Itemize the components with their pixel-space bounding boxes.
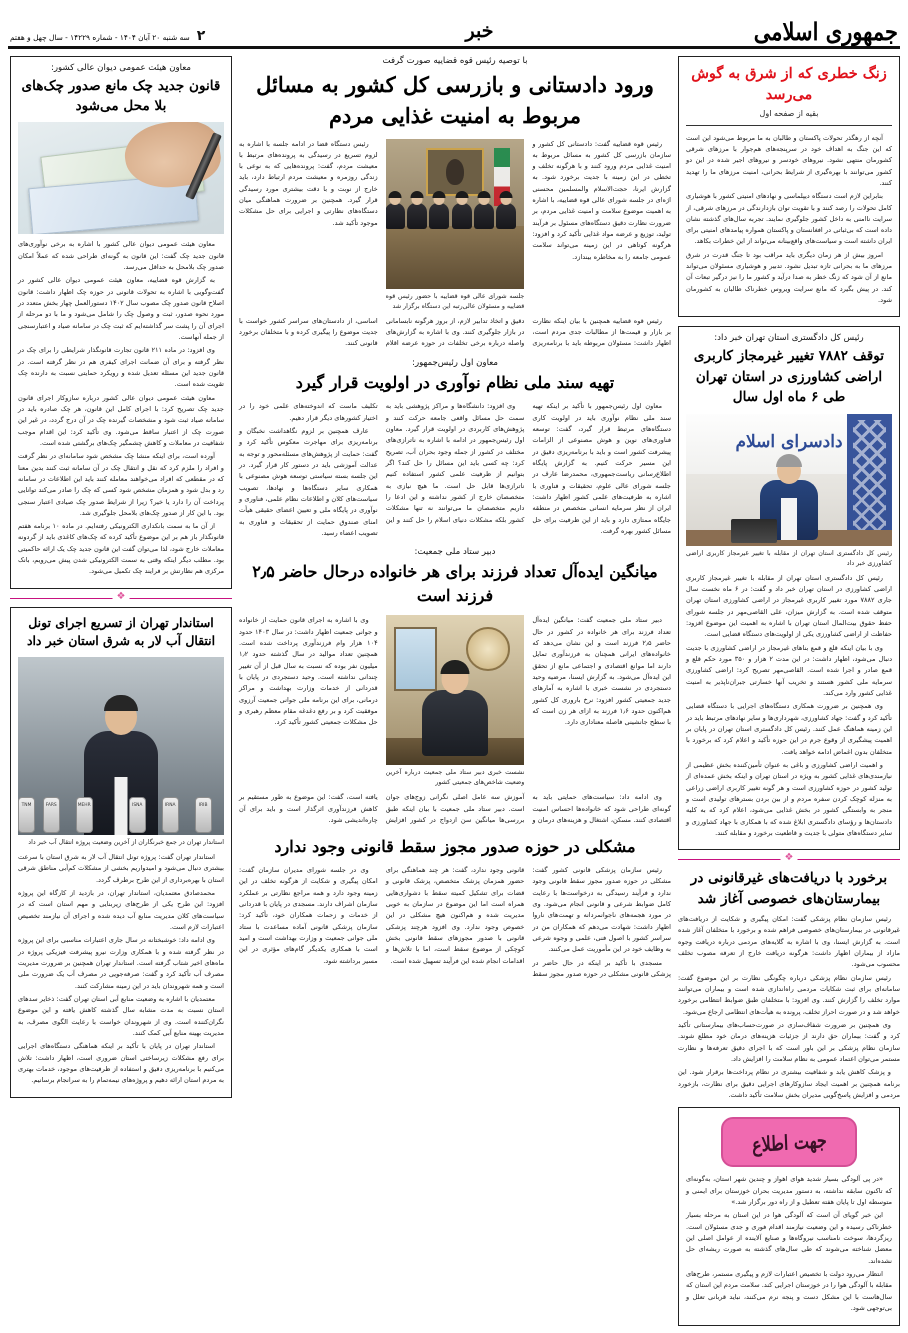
story-land-use-caption: رئیس کل دادگستری استان تهران از مقابله با تغییر غیرمجاز کاربری اراضی کشاورزی خبر داد — [686, 549, 892, 567]
story-lead-col3 — [239, 139, 378, 232]
paragraph: بنابراین لازم است دستگاه دیپلماسی و نهادهای امنیتی کشور با هوشیاری کامل تحولات را رصد کنند و با تقویت توان بازدارندگی در مرزهای شرقی، از سرایت ناامنی به داخل کشور جلوگیری نمایند. تجربه سال‌های گذشته نشان داده است که بی‌ثباتی در افغانستان و پاکستان همواره پیامدهای امنیتی برای ایران داشته است و سیاست‌های واقع‌بینانه می‌تواند از این خطرات بکاهد. — [686, 192, 892, 246]
paragraph: مسجدی با تأکید بر اینکه در حال حاضر در پزشکی قانونی مشکلی در حوزه صدور مجوز سقط قانونی وجود ندارد، گفت: هر چند هماهنگی برای حضور همزمان پزشک متخصص، پزشک قانونی و قضات برای تشکیل کمیته سقط با دشواری‌هایی همراه است اما این موضوع در سازمان به خوبی مدیریت شده و هم‌اکنون هیچ مشکلی در این خصوص وجود ندارد. وی افزود هرچند پزشکی قانونی با صدور مجوزهای سقط قانونی بخش کوچکی از موضوع سقط است، اما با تلاش‌ها و اقدامات انجام شده این فرآیند تسهیل شده است. — [385, 866, 671, 978]
paragraph: محمدصادق معتمدیان، استاندار تهران، در بازدید از کارگاه این پروژه افزود: این طرح یکی از طرح‌های زیربنایی و مهم استان است که در سیاست‌های کلان مدیریت منابع آب دیده شده و اجرای آن نیازمند تخصیص اعتبارات لازم است. — [18, 889, 224, 932]
paragraph: به گزارش قوه قضاییه، معاون هیئت عمومی دیوان عالی کشور در گفت‌وگویی با اشاره به تحولات قانونی در حوزه چک اظهار داشت: قانون اصلاح قانون صدور چک مصوب سال ۱۴۰۲ دستورالعمل چهار بخش متعدد در مورد نحوه صدور، ثبت و وصول چک را شامل می‌شود و ما با دو مرحله از اجرای آن را پشت سر گذاشته‌ایم که ثبت چک در سامانه صیاد و اعتبارسنجی از جمله آنهاست. — [18, 276, 224, 341]
story-cheque — [10, 56, 232, 589]
paragraph: رئیس کل دادگستری استان تهران از مقابله با تغییر غیرمجاز کاربری اراضی کشاورزی در استان تهران خبر داد و گفت: در ۶ ماه نخست سال جاری ۷۸۸۲ مورد تغییر کاربری غیرمجاز در اراضی کشاورزی استان تهران متوقف شده است. به گزارش میزان، علی القاصی‌مهر در جلسه شورای حفظ حقوق بیت‌المال استان تهران با اشاره به اهمیت این موضوع افزود: حفاظت از اراضی کشاورزی یکی از اولویت‌های دستگاه قضایی است. — [686, 573, 892, 639]
paragraph: انتظار می‌رود دولت با تخصیص اعتبارات لازم و پیگیری مستمر، طرح‌های مقابله با آلودگی هوا را در خوزستان اجرایی کند. سلامت مردم این استان که سال‌هاست با این مشکل دست و پنجه نرم می‌کنند، نباید قربانی تعلل و بی‌توجهی شود. — [686, 1269, 892, 1312]
photo-lattice-pattern — [847, 414, 892, 546]
story-cheque-body — [18, 239, 224, 578]
notice-box — [678, 1107, 900, 1326]
photo-tie — [115, 777, 128, 835]
paragraph: از آن ما به سمت بانکداری الکترونیکی رفته‌ایم. در ماده ۱۰ برنامه هفتم قانونگذار باز هم بر این موضوع تأکید کرده که چک‌های کاغذی باید از گردونه معاملات خارج شود، لذا می‌توان گفت این قانون جدید چک یک ارائه حاکمیتی بود. مطلب دیگر اینکه وقتی به سمت الکترونیکی شدن پیش می‌رویم، بانک مرکزی هم نظارتش بر فرایند چک تکمیل می‌شود. — [18, 522, 224, 576]
photo-person — [422, 690, 488, 756]
photo-judiciary-council — [386, 139, 525, 289]
story-lead-headline: ورود دادستانی و بازرسی کل کشور به مسائل مربوط به امنیت غذایی مردم — [256, 71, 654, 128]
story-hospital-headline: برخورد با دریافت‌های غیرقانونی در بیمارستان‌های خصوصی آغاز شد — [690, 870, 888, 907]
story-population-col3 — [239, 615, 378, 730]
masthead-info — [10, 28, 205, 44]
story-governor-headline: استاندار تهران از تسریع اجرای تونل انتقال آب لار به شرق استان خبر داد — [26, 614, 216, 649]
story-lead-col1 — [532, 139, 671, 266]
photo-calligraphy: دادسرای اسلام — [735, 432, 843, 453]
story-alarm — [678, 56, 900, 318]
date-line: سه شنبه ۲۰ آبان ۱۴۰۴ - شماره ۱۴۲۲۹ - سال چهل و هفتم — [10, 33, 190, 42]
paragraph: آورده است، برای اینکه منشا چک مشخص شود سامانه‌ای در نظر گرفت و افراد را ملزم کرد که نقل و انتقال چک در آن سامانه ثبت کنند بدین معنا که در مقطعی که افراد می‌خواهند معامله کنند باید این اطلاعات در سامانه رد و بدل شود و همزمان مشخص شود کسی که چک را صادر می‌کند توانایی پرداخت آن را دارد یا خیر؟ زیرا از شرایط صدور چک صیادی اعتبار سنجی بود. با این کار از صدور چک‌های بلامحل جلوگیری شد. — [18, 452, 224, 517]
paragraph: وی همچنین بر ضرورت همکاری دستگاه‌های اجرایی با دستگاه قضایی تأکید کرد و گفت: جهاد کشاورزی، شهرداری‌ها و سایر نهادهای مرتبط باید در این زمینه هماهنگ عمل کنند. رئیس کل دادگستری استان تهران در پایان بر اهمیت پیشگیری از وقوع جرم در این حوزه تأکید و اعلام کرد که برخورد با متخلفان بدون اغماض ادامه خواهد یافت. — [686, 702, 892, 756]
story-population-caption: نشست خبری دبیر ستاد ملی جمعیت درباره آخرین وضعیت شاخص‌های جمعیتی کشور — [385, 769, 525, 787]
story-land-use-kicker: رئیس کل دادگستری استان تهران خبر داد: — [714, 333, 864, 344]
story-governor — [10, 607, 232, 1098]
paragraph: وی افزود: در ماده ۲۱۱ قانون تجارت قانونگذار شرایطی را برای چک در نظر گرفته و برای آن ضمانت اجرای کیفری هم در نظر گرفته است. در قانون جدید این مسئله تعدیل شده و رویکرد حمایتی نسبت به دارنده چک تقویت شده است. — [18, 346, 224, 389]
story-innovation — [239, 358, 671, 539]
story-innovation-body — [239, 401, 671, 539]
story-land-use-body — [686, 573, 892, 840]
story-governor-body — [18, 852, 224, 1087]
story-population-runon — [239, 792, 671, 827]
story-alarm-body — [686, 133, 892, 307]
paragraph: وی افزود: دانشگاه‌ها و مراکز پژوهشی باید به سمت حل مسائل واقعی جامعه حرکت کنند و پژوهش‌های کاربردی در اولویت قرار گیرد. معاون اول رئیس‌جمهور در ادامه با اشاره به ناترازی‌های مختلف در کشور از جمله وجود بحران آب، تصریح کرد: چه کسی باید این مسائل را حل کند؟ اگر بتوانیم از ظرفیت علمی کشور استفاده کنیم ناترازی‌ها قابل حل است. ما هیچ نیازی به متخصصان خارج از کشور نداشته و این ادعا را داریم متخصصان ما می‌توانند نه تنها مشکلات کشور بلکه مشکلات دنیای اسلام را حل کنند و این تکلیف ماست که اندوخته‌های علمی خود را در اختیار کشورهای دیگر قرار دهیم. — [239, 402, 525, 524]
story-abortion-body — [239, 865, 671, 980]
paragraph: عارف همچنین بر لزوم نگاهداشت نخبگان و برنامه‌ریزی برای مهاجرت معکوس تأکید کرد و گفت: حمایت از پژوهش‌های مسئله‌محور و توجه به عدالت آموزشی باید در دستور کار قرار گیرد. در این جلسه بسته سیاستی توسعه هوش مصنوعی با همکاری سایر دستگاه‌ها و نهادها، تصویب سیاست‌های کلان و اطلاعات نظام علمی، فناوری و نوآوری در پایگاه ملی و تعیین اعضای حقیقی هیأت امنای صندوق حمایت از تحقیقات و فناوری به تصویب اعضاء رسید. — [239, 426, 378, 537]
masthead — [8, 0, 900, 44]
paragraph: امروز بیش از هر زمان دیگری باید مراقب بود تا جنگ قدرت در شرق مرزهای ما به بحرانی تازه تبدیل نشود. تدبیر و هوشیاری مسئولان می‌تواند مانع از آن شود که زنگ خطر به صدا درآید و کشور ما را نیز درگیر تبعات آن کند. در پیش بگیرد که مانع سرایت ویروس خطرناک طالبان به کشورمان شود. — [686, 250, 892, 305]
story-alarm-continuation-note: بقیه از صفحه اول — [759, 108, 819, 118]
microphone-icon: FARS — [43, 797, 60, 833]
story-cheque-headline: قانون جدید چک مانع صدور چک‌های بلا محل می‌شود — [21, 77, 221, 114]
story-land-use-headline: توقف ۷۸۸۲ تغییر غیرمجاز کاربری اراضی کشاورزی در استان تهران طی ۶ ماه اول سال — [693, 348, 885, 406]
photo-shirt — [781, 498, 797, 540]
story-population-photo-wrap — [386, 615, 525, 788]
story-hospital — [678, 868, 900, 1101]
paragraph: رئیس سازمان پزشکی قانونی کشور گفت: مشکلی در حوزه صدور مجوز سقط قانونی وجود ندارد و فرآیند رسیدگی به درخواست‌ها با رعایت کامل ضوابط شرعی و قانونی انجام می‌شود. وی در مورد هجمه‌های ناجوانمردانه و تهمت‌های ناروا اظهار داشت: شهادت می‌دهم که همکاران من در سراسر کشور با اصول فنی، علمی و وجوه شرعی به وظایف خود در این مأموریت عمل می‌کنند. — [532, 866, 671, 954]
notice-stamp — [721, 1117, 857, 1167]
paragraph: استاندار تهران در پایان با تأکید بر اینکه هماهنگی دستگاه‌های اجرایی برای رفع مشکلات زیرساختی استان ضروری است، اظهار داشت: تلاش می‌کنیم با برنامه‌ریزی دقیق و استفاده از ظرفیت‌های موجود، خدمات بهتری به مردم استان ارائه دهیم و پروژه‌های نیمه‌تمام را به سرانجام برسانیم. — [18, 1042, 224, 1085]
photo-cheque-signing — [18, 122, 224, 234]
photo-attendee-row — [386, 201, 525, 229]
story-innovation-kicker: معاون اول رئیس‌جمهور: — [412, 358, 498, 369]
paragraph: رئیس دستگاه قضا در ادامه جلسه با اشاره به لزوم تسریع در رسیدگی به پرونده‌های مرتبط با معیشت مردم، گفت: پرونده‌هایی که به نوعی با زندگی روزمره و معیشت مردم ارتباط دارد، باید خارج از نوبت و با دقت بیشتری مورد رسیدگی قرار گیرد. همچنین بر ضرورت هماهنگی میان دستگاه‌های نظارتی و اجرایی برای حل مشکلات موجود تأکید شد. — [238, 139, 378, 227]
paragraph: وی با اشاره به اجرای قانون حمایت از خانواده و جوانی جمعیت اظهار داشت: در سال ۱۴۰۳ حدود ۱۰۴ هزار وام فرزندآوری پرداخت شده است. همچنین تعداد موالید در سال گذشته حدود ۱٫۲ میلیون نفر بوده که نسبت به سال قبل از آن تغییر چندانی نداشته است. وحید دستجردی در پایان با قدردانی از خدمات وزارت بهداشت و مراکز درمانی، برای این برنامه ملی جوانی جمعیت آرزوی موفقیت کرد و بر رفع دغدغه مقام معظم رهبری و حل مشکلات جمعیتی کشور تأکید کرد. — [238, 616, 378, 727]
story-population — [239, 547, 671, 827]
story-lead-caption: جلسه شورای عالی قوه قضاییه با حضور رئیس قوه قضاییه و مسئولان عالی‌رتبه این دستگاه برگزار شد — [385, 292, 525, 310]
page-number: ۲ — [196, 28, 206, 44]
photo-judiciary-official — [686, 414, 892, 546]
ornament-divider — [10, 598, 232, 599]
section-title: خبر — [465, 20, 494, 42]
microphone-icon: IRNA — [162, 797, 179, 833]
story-lead-photo-wrap — [386, 139, 525, 312]
story-cheque-kicker: معاون هیئت عمومی دیوان عالی کشور: — [50, 62, 192, 73]
paragraph: «در پی آلودگی بسیار شدید هوای اهواز و چندین شهر استان، به‌گونه‌ای که تاکنون سابقه نداشته، به دستور مدیریت بحران خوزستان برای ایمنی و متوسطه اول تا پایان هفته تعطیل و از راه دور برگزار شد.» — [686, 1175, 892, 1206]
paragraph: وی ادامه داد: سیاست‌های حمایتی باید به گونه‌ای طراحی شود که خانواده‌ها احساس امنیت اقتصادی کنند. مسکن، اشتغال و هزینه‌های درمان و آموزش سه عامل اصلی نگرانی زوج‌های جوان است. دبیر ستاد ملی جمعیت با بیان اینکه طبق بررسی‌ها میانگین سن ازدواج در کشور افزایش یافته است، گفت: این موضوع به طور مستقیم بر کاهش فرزندآوری اثرگذار است و باید برای آن چاره‌اندیشی شود. — [239, 793, 671, 824]
paragraph: وی ادامه داد: خوشبختانه در سال جاری اعتبارات مناسبی برای این پروژه در نظر گرفته شده و با همکاری وزارت نیرو پیشرفت فیزیکی پروژه در ماه‌های اخیر شتاب گرفته است. استاندار تهران همچنین بر ضرورت مدیریت مصرف آب تأکید کرد و گفت: صرفه‌جویی در مصرف آب یک ضرورت ملی است و همه شهروندان باید در این زمینه مشارکت کنند. — [18, 936, 224, 990]
paragraph: رئیس سازمان نظام پزشکی درباره چگونگی نظارت بر این موضوع گفت: سامانه‌ای برای ثبت شکایات مردمی راه‌اندازی شده است و بیماران می‌توانند موارد تخلف را گزارش کنند. وی افزود: با متخلفان طبق ضوابط انتظامی برخورد خواهد شد و در صورت احراز تخلف، پرونده به هیأت‌های انتظامی ارجاع می‌شود. — [678, 973, 900, 1016]
paragraph: رئیس قوه قضاییه گفت: دادستانی کل کشور و سازمان بازرسی کل کشور به مسائل مربوط به امنیت غذایی مردم ورود کنند و با هرگونه تخلف و تخطی در این زمینه با جدیت برخورد شود. به گزارش ایرنا، حجت‌الاسلام والمسلمین محسنی اژه‌ای در جلسه شورای عالی قوه قضاییه، با اشاره به اهمیت موضوع سلامت و امنیت غذایی مردم، بر ضرورت نظارت دقیق دستگاه‌های مسئول بر فرآیند تولید، توزیع و عرضه مواد غذایی تأکید کرد و افزود: هرگونه کوتاهی در این زمینه می‌تواند سلامت عمومی جامعه را به مخاطره بیندازد. — [532, 139, 671, 261]
microphone-icon: ISNA — [129, 797, 146, 833]
story-alarm-headline: زنگ خطری که از شرق به گوش می‌رسد — [691, 64, 887, 103]
story-abortion-headline: مشکلی در حوزه صدور مجوز سقط قانونی وجود ندارد — [274, 837, 636, 856]
paragraph: این خبر گویای آن است که آلودگی هوا در این استان به مرحله بسیار خطرناکی رسیده و این وضعیت نیازمند اقدام فوری و جدی مسئولان است. ریزگردها، سوخت نامناسب نیروگاه‌ها و صنایع آلاینده از عوامل اصلی این معضل شناخته می‌شوند که طی سال‌های گذشته به صورت ریشه‌ای حل نشده‌اند. — [686, 1211, 892, 1265]
paragraph: دبیر ستاد ملی جمعیت گفت: میانگین ایده‌آل تعداد فرزند برای هر خانواده در کشور در حال حاضر ۲٫۵ فرزند است و این نشان می‌دهد که خانواده‌های ایرانی همچنان به فرزندآوری تمایل دارند اما موانع اقتصادی و اجتماعی مانع از تحقق این ایده‌آل می‌شود. به گزارش ایسنا، مرضیه وحید دستجردی در نشست خبری با اشاره به آمارهای جدید جمعیتی کشور افزود: نرخ باروری کل کشور هم‌اکنون حدود ۱٫۶ فرزند به ازای هر زن است که با سطح جانشینی فاصله معناداری دارد. — [532, 616, 671, 727]
masthead-rule — [8, 46, 900, 49]
ornament-divider — [678, 859, 900, 860]
paragraph: معاون اول رئیس‌جمهور با تأکید بر اینکه تهیه سند ملی نظام نوآوری باید در اولویت کاری دستگاه‌های مرتبط قرار گیرد، گفت: توسعه فناوری‌های نوین و هوش مصنوعی از الزامات پیشرفت کشور است و باید با برنامه‌ریزی دقیق در این مسیر حرکت کنیم. به گزارش پایگاه اطلاع‌رسانی ریاست‌جمهوری، محمدرضا عارف در جلسه شورای عالی علوم، تحقیقات و فناوری با اشاره به ظرفیت‌های علمی کشور اظهار داشت: ایران از نظر سرمایه انسانی متخصص در منطقه جایگاه ممتازی دارد و باید از این ظرفیت برای حل مسائل کشور بهره گرفت. — [532, 402, 671, 535]
story-lead — [239, 56, 671, 351]
paragraph: آنچه از رهگذر تحولات پاکستان و طالبان به ما مربوط می‌شود این است که این جنگ به اهداف خود در سرپنجه‌های هم‌جوار با مرزهای شرقی کشورمان منتهی نشود. نیروهای خودسر و نیروهای اجیر شده در این دو کشور می‌توانند با بهره‌گیری از شرایط بحرانی، امنیت مرزهای ما را تهدید کنند. — [686, 133, 892, 187]
photo-population-council — [386, 615, 525, 765]
notice-stamp-label: جهت اطلاع — [751, 1128, 827, 1157]
microphone-icon: IRIB — [195, 797, 212, 833]
paragraph: معاون هیئت عمومی دیوان عالی کشور درباره سازوکار اجرای قانون جدید چک تصریح کرد: با اجرای کامل این قانون، هر چک صادره باید در سامانه صیاد ثبت شود و مشخصات گیرنده چک در آن درج گردد، در غیر این صورت چک از اعتبار ساقط می‌شود. وی تأکید کرد: این اقدام موجب شفافیت در معاملات و کاهش چشمگیر چک‌های برگشتی شده است. — [18, 393, 224, 447]
story-lead-kicker: با توصیه رئیس قوه قضاییه صورت گرفت — [382, 55, 528, 66]
story-land-use — [678, 326, 900, 850]
content-columns — [8, 56, 900, 1328]
photo-governor-interview — [18, 657, 224, 835]
paragraph: استاندار تهران گفت: پروژه تونل انتقال آب لار به شرق استان با سرعت بیشتری دنبال می‌شود و امیدواریم بخشی از مشکلات کم‌آبی مناطق شرقی استان با بهره‌برداری از این طرح برطرف گردد. — [18, 853, 224, 884]
column-left — [10, 56, 232, 1107]
paragraph: وی همچنین بر ضرورت شفاف‌سازی در صورت‌حساب‌های بیمارستانی تأکید کرد و گفت: بیماران حق دارند از جزئیات هزینه‌های درمان خود مطلع شوند. سازمان نظام پزشکی بر این باور است که با اجرای دقیق تعرفه‌ها و نظارت مستمر می‌توان اعتماد عمومی به نظام سلامت را افزایش داد. — [678, 1021, 900, 1064]
divider-rule — [686, 125, 892, 126]
story-population-col1 — [532, 615, 671, 730]
paragraph: رئیس قوه قضاییه همچنین با بیان اینکه نظارت بر بازار و قیمت‌ها از مطالبات جدی مردم است، اظهار داشت: مسئولان مربوطه باید با برنامه‌ریزی دقیق و اتخاذ تدابیر لازم، از بروز هرگونه نابسامانی در بازار جلوگیری کنند. وی با اشاره به گزارش‌های واصله درباره برخی تخلفات در حوزه عرضه اقلام اساسی، از دادستان‌های سراسر کشور خواست با جدیت موضوع را پیگیری کرده و با متخلفان برخورد قانونی کنند. — [239, 316, 671, 348]
paragraph: رئیس سازمان نظام پزشکی گفت: امکان پیگیری و شکایت از دریافت‌های غیرقانونی در بیمارستان‌های خصوصی فراهم شده و برخورد با متخلفان آغاز شده است. به گزارش ایسنا، وی با اشاره به گلایه‌های مردمی درباره دریافت وجوه مازاد از بیماران اظهار داشت: هرگونه دریافت خارج از تعرفه مصوب تخلف محسوب می‌شود. — [678, 915, 900, 969]
story-abortion — [239, 835, 671, 980]
paper-name: جمهوری اسلامی — [753, 17, 898, 46]
column-middle — [232, 56, 678, 981]
paragraph: وی در جلسه شورای مدیران سازمان گفت: امکان پیگیری و شکایت از هرگونه تخلف در این زمینه وجود دارد و همه مراجع نظارتی بر عملکرد سازمان اشراف دارند. مسجدی در پایان با قدردانی از خدمات و زحمات همکاران خود، تأکید کرد: سازمان پزشکی قانونی آماده مساعدت با ستاد ملی جوانی جمعیت و وزارت بهداشت است و امید است با همکاری یکدیگر گام‌های مؤثری در این مسیر برداشته شود. — [239, 866, 378, 965]
story-population-headline: میانگین ایده‌آل تعداد فرزند برای هر خانواده درحال حاضر ۲٫۵ فرزند است — [252, 562, 658, 606]
story-governor-caption: استاندار تهران در جمع خبرنگاران از آخرین وضعیت پروژه انتقال آب خبر داد — [28, 839, 224, 847]
paragraph: معتمدیان با اشاره به وضعیت منابع آبی استان تهران گفت: ذخایر سدهای استان نسبت به مدت مشابه سال گذشته کاهش یافته و این موضوع نگران‌کننده است. وی از شهروندان خواست با رعایت الگوی مصرف، به مدیریت بهینه منابع آبی کمک کنند. — [18, 995, 224, 1037]
story-innovation-headline: تهیه سند ملی نظام نوآوری در اولویت قرار گیرد — [295, 373, 615, 393]
column-right — [678, 56, 900, 1333]
paragraph: معاون هیئت عمومی دیوان عالی کشور با اشاره به برخی نوآوری‌های قانون جدید چک گفت: این قانون به گونه‌ای طراحی شده که عملاً امکان صدور چک بلامحل به حداقل می‌رسد. — [18, 240, 224, 271]
photo-window — [394, 627, 437, 691]
story-hospital-body — [678, 914, 900, 1101]
paragraph: و پزشک کاهش یابد و شفافیت بیشتری در نظام پرداخت‌ها برقرار شود. این برنامه همچنین بر اهمیت ایجاد سازوکارهای اجرایی دقیق برای نظارت، بازخورد مردمی و افزایش پاسخ‌گویی مدیران بخش سلامت تأکید داشت. — [678, 1068, 900, 1099]
paragraph: وی با بیان اینکه قلع و قمع بناهای غیرمجاز در اراضی کشاورزی با جدیت دنبال می‌شود، اظهار داشت: در این مدت ۲ هزار و ۳۵۰ مورد حکم قلع و قمع صادر و اجرا شده است. القاصی‌مهر تصریح کرد: اراضی کشاورزی سرمایه ملی کشور هستند و تخریب آنها خسارتی جبران‌ناپذیر به امنیت غذایی کشور وارد می‌کند. — [686, 643, 893, 698]
photo-desk — [386, 226, 525, 289]
story-lead-runon — [239, 316, 671, 351]
microphone-icon: MEHR — [76, 797, 93, 833]
story-population-kicker: دبیر ستاد ملی جمعیت: — [414, 547, 496, 558]
photo-portrait-frame — [426, 148, 484, 196]
photo-laptop — [731, 519, 777, 543]
paragraph: و اهمیت اراضی کشاورزی و باغی به عنوان تأمین‌کننده بخش عظیمی از نیازمندی‌های غذایی کشور به ویژه در استان تهران و اینکه بخش عمده‌ای از تولید کشور در حوزه کشاورزی است و هر گونه تغییر کاربری اراضی زراعی به منزله کوچک کردن سفره مردم و از بین بردن بسترهای تولیدی است و منجر به وابستگی کشور در بخش غذایی می‌شود، اعلام کرد که به کلیه دادستان‌ها و رؤسای دادگستری ابلاغ شده که با همکاری با جهاد کشاورزی و سایر دستگاه‌های متولی با جدیت و قاطعیت برخورد و مقابله کنند. — [686, 761, 892, 837]
microphone-icon: TNM — [18, 797, 35, 833]
notice-body — [686, 1174, 892, 1314]
